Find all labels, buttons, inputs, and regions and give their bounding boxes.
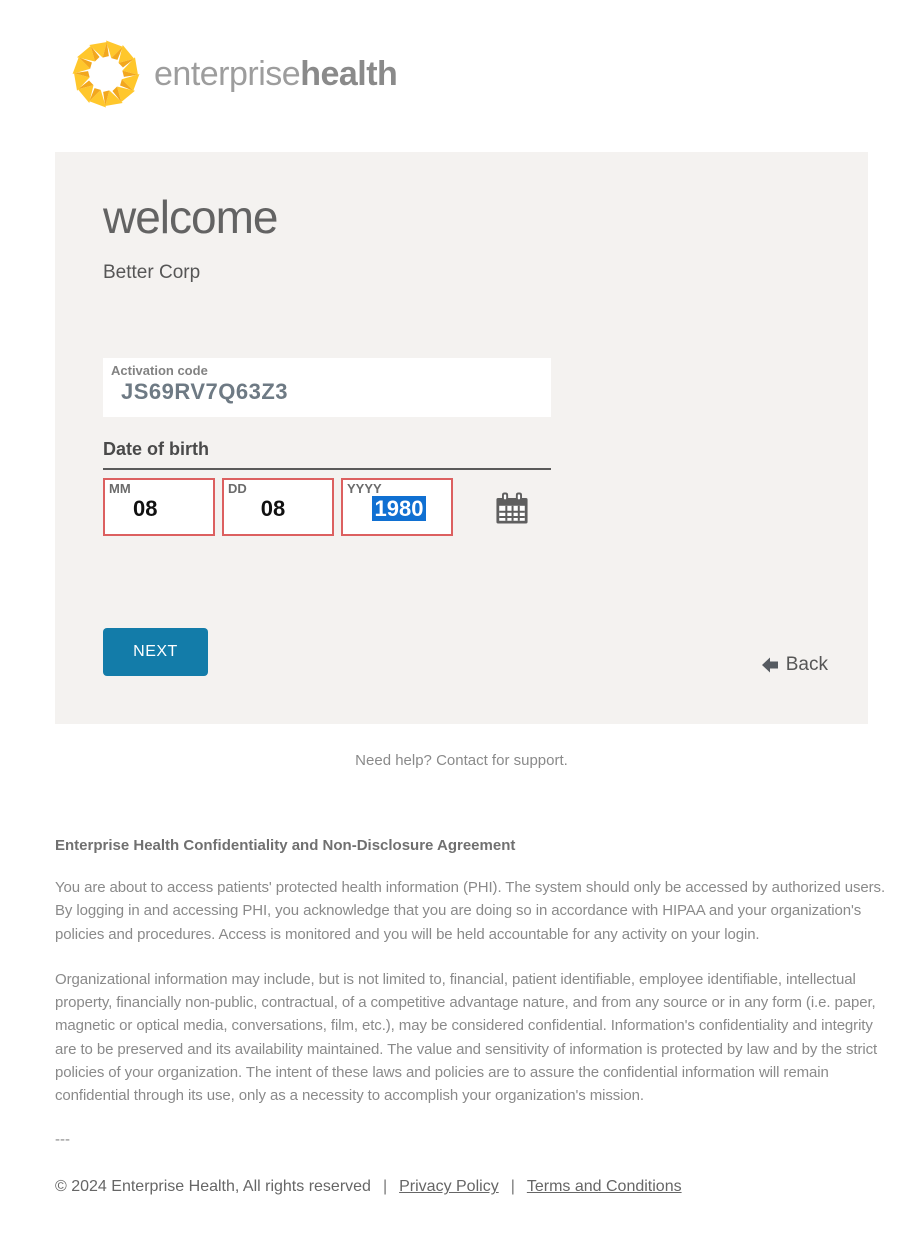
activation-code-label: Activation code	[111, 363, 208, 378]
help-text: Need help? Contact for support.	[355, 752, 568, 769]
page-footer	[55, 1178, 888, 1196]
year-input-label: YYYY	[347, 481, 382, 496]
enterprise-health-logo-icon	[62, 30, 150, 118]
card-actions	[103, 628, 830, 676]
date-of-birth-inputs	[103, 478, 830, 536]
brand-wordmark	[154, 55, 397, 94]
company-name: Better Corp	[103, 262, 201, 283]
day-input-value: 08	[260, 496, 286, 521]
agreement-separator: ---	[55, 1131, 70, 1149]
next-button[interactable]: NEXT	[103, 628, 208, 676]
activation-card	[55, 152, 868, 724]
activation-code-value: JS69RV7Q63Z3	[121, 379, 289, 404]
date-of-birth-divider	[103, 468, 551, 470]
day-input-label: DD	[228, 481, 247, 496]
footer-separator: |	[382, 1178, 388, 1196]
month-input-value: 08	[133, 496, 158, 521]
confidentiality-agreement	[55, 837, 888, 1148]
brand-name-light: enterprise	[154, 54, 301, 93]
year-input-selected-text: 1980	[372, 496, 427, 521]
back-link-label: Back	[785, 654, 828, 675]
agreement-heading: Enterprise Health Confidentiality and Non-Disclosure Agreement	[55, 837, 516, 854]
page-title: welcome	[103, 191, 278, 243]
terms-and-conditions-link[interactable]: Terms and Conditions	[526, 1178, 682, 1196]
footer-separator: |	[510, 1178, 515, 1196]
brand-name-bold: health	[300, 54, 398, 93]
calendar-icon	[492, 488, 532, 528]
privacy-policy-link[interactable]: Privacy Policy	[399, 1178, 499, 1196]
activation-code-field[interactable]	[103, 358, 551, 417]
app-header	[0, 0, 923, 112]
year-input[interactable]	[341, 478, 453, 536]
back-link[interactable]	[760, 654, 828, 676]
date-of-birth-label: Date of birth	[103, 439, 209, 459]
agreement-paragraph-2: Organizational information may include, but is not limited to, financial, patient identifiable, employee identifiable, intellectual property, financially non-public, contractual, of a competitive advantage nature, and from any source or in any form (i.e. paper, magnetic or optical media, conversations, film, etc.), may be considered confidential. Information's confidentiality and integrity are to be preserved and its availability maintained. The value and sensitivity of information is protected by law and by the strict policies of your organization. The intent of these laws and policies are to assure the confidential information will remain confidential through its use, only as a necessity to accomplish your organization's mission.	[55, 970, 878, 1104]
month-input-label: MM	[109, 481, 131, 496]
agreement-paragraph-1: You are about to access patients' protected health information (PHI). The system should only be accessed by authorized users. By logging in and accessing PHI, you acknowledge that you are doing so in accordance with HIPAA and your organization's policies and procedures. Access is monitored and you will be held accountable for any activity on your login.	[55, 879, 886, 943]
copyright-text: © 2024 Enterprise Health, All rights reserved	[55, 1178, 371, 1196]
day-input[interactable]	[222, 478, 334, 536]
back-arrow-icon	[760, 655, 780, 675]
month-input[interactable]	[103, 478, 215, 536]
year-input-value	[347, 496, 451, 522]
calendar-picker-button[interactable]	[492, 488, 532, 528]
